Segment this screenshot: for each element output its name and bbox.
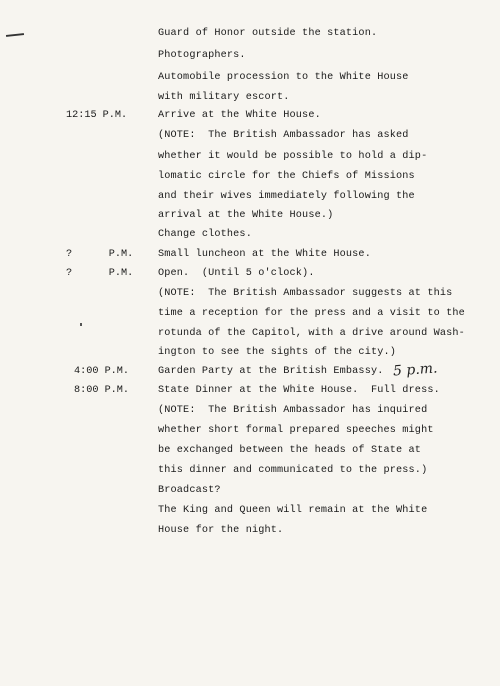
schedule-time: 8:00 P.M.: [74, 385, 130, 396]
schedule-line: Change clothes.: [158, 229, 252, 240]
schedule-line: Guard of Honor outside the station.: [158, 28, 378, 39]
schedule-line: be exchanged between the heads of State at: [158, 445, 422, 456]
schedule-line: Arrive at the White House.: [158, 110, 321, 121]
schedule-time: ? P.M.: [66, 249, 134, 260]
schedule-line: Photographers.: [158, 50, 246, 61]
schedule-line: Open. (Until 5 o'clock).: [158, 268, 315, 279]
schedule-line: and their wives immediately following the: [158, 191, 415, 202]
schedule-line: this dinner and communicated to the press.): [158, 465, 428, 476]
schedule-line: House for the night.: [158, 525, 284, 536]
schedule-line: rotunda of the Capitol, with a drive around Wash-: [158, 328, 465, 339]
schedule-time: 12:15 P.M.: [66, 110, 128, 121]
schedule-line: Automobile procession to the White House: [158, 72, 409, 83]
schedule-line: time a reception for the press and a visit to the: [158, 308, 465, 319]
schedule-line: Broadcast?: [158, 485, 221, 496]
schedule-line: with military escort.: [158, 92, 290, 103]
schedule-line: (NOTE: The British Ambassador has asked: [158, 130, 409, 141]
schedule-line: State Dinner at the White House. Full dress.: [158, 385, 440, 396]
schedule-line: lomatic circle for the Chiefs of Missions: [158, 171, 415, 182]
margin-pen-mark: [6, 33, 24, 37]
schedule-line: Garden Party at the British Embassy.: [158, 366, 384, 377]
schedule-line: whether short formal prepared speeches might: [158, 425, 434, 436]
schedule-line: arrival at the White House.): [158, 210, 334, 221]
schedule-line: ington to see the sights of the city.): [158, 347, 397, 358]
schedule-time: 4:00 P.M.: [74, 366, 130, 377]
handwritten-annotation: 5 p.m.: [392, 360, 439, 380]
schedule-line: (NOTE: The British Ambassador suggests at this: [158, 288, 453, 299]
schedule-time: ? P.M.: [66, 268, 134, 279]
schedule-line: The King and Queen will remain at the White: [158, 505, 428, 516]
schedule-line: whether it would be possible to hold a dip-: [158, 151, 428, 162]
schedule-line: Small luncheon at the White House.: [158, 249, 371, 260]
schedule-line: (NOTE: The British Ambassador has inquired: [158, 405, 428, 416]
margin-dot: [80, 323, 82, 326]
